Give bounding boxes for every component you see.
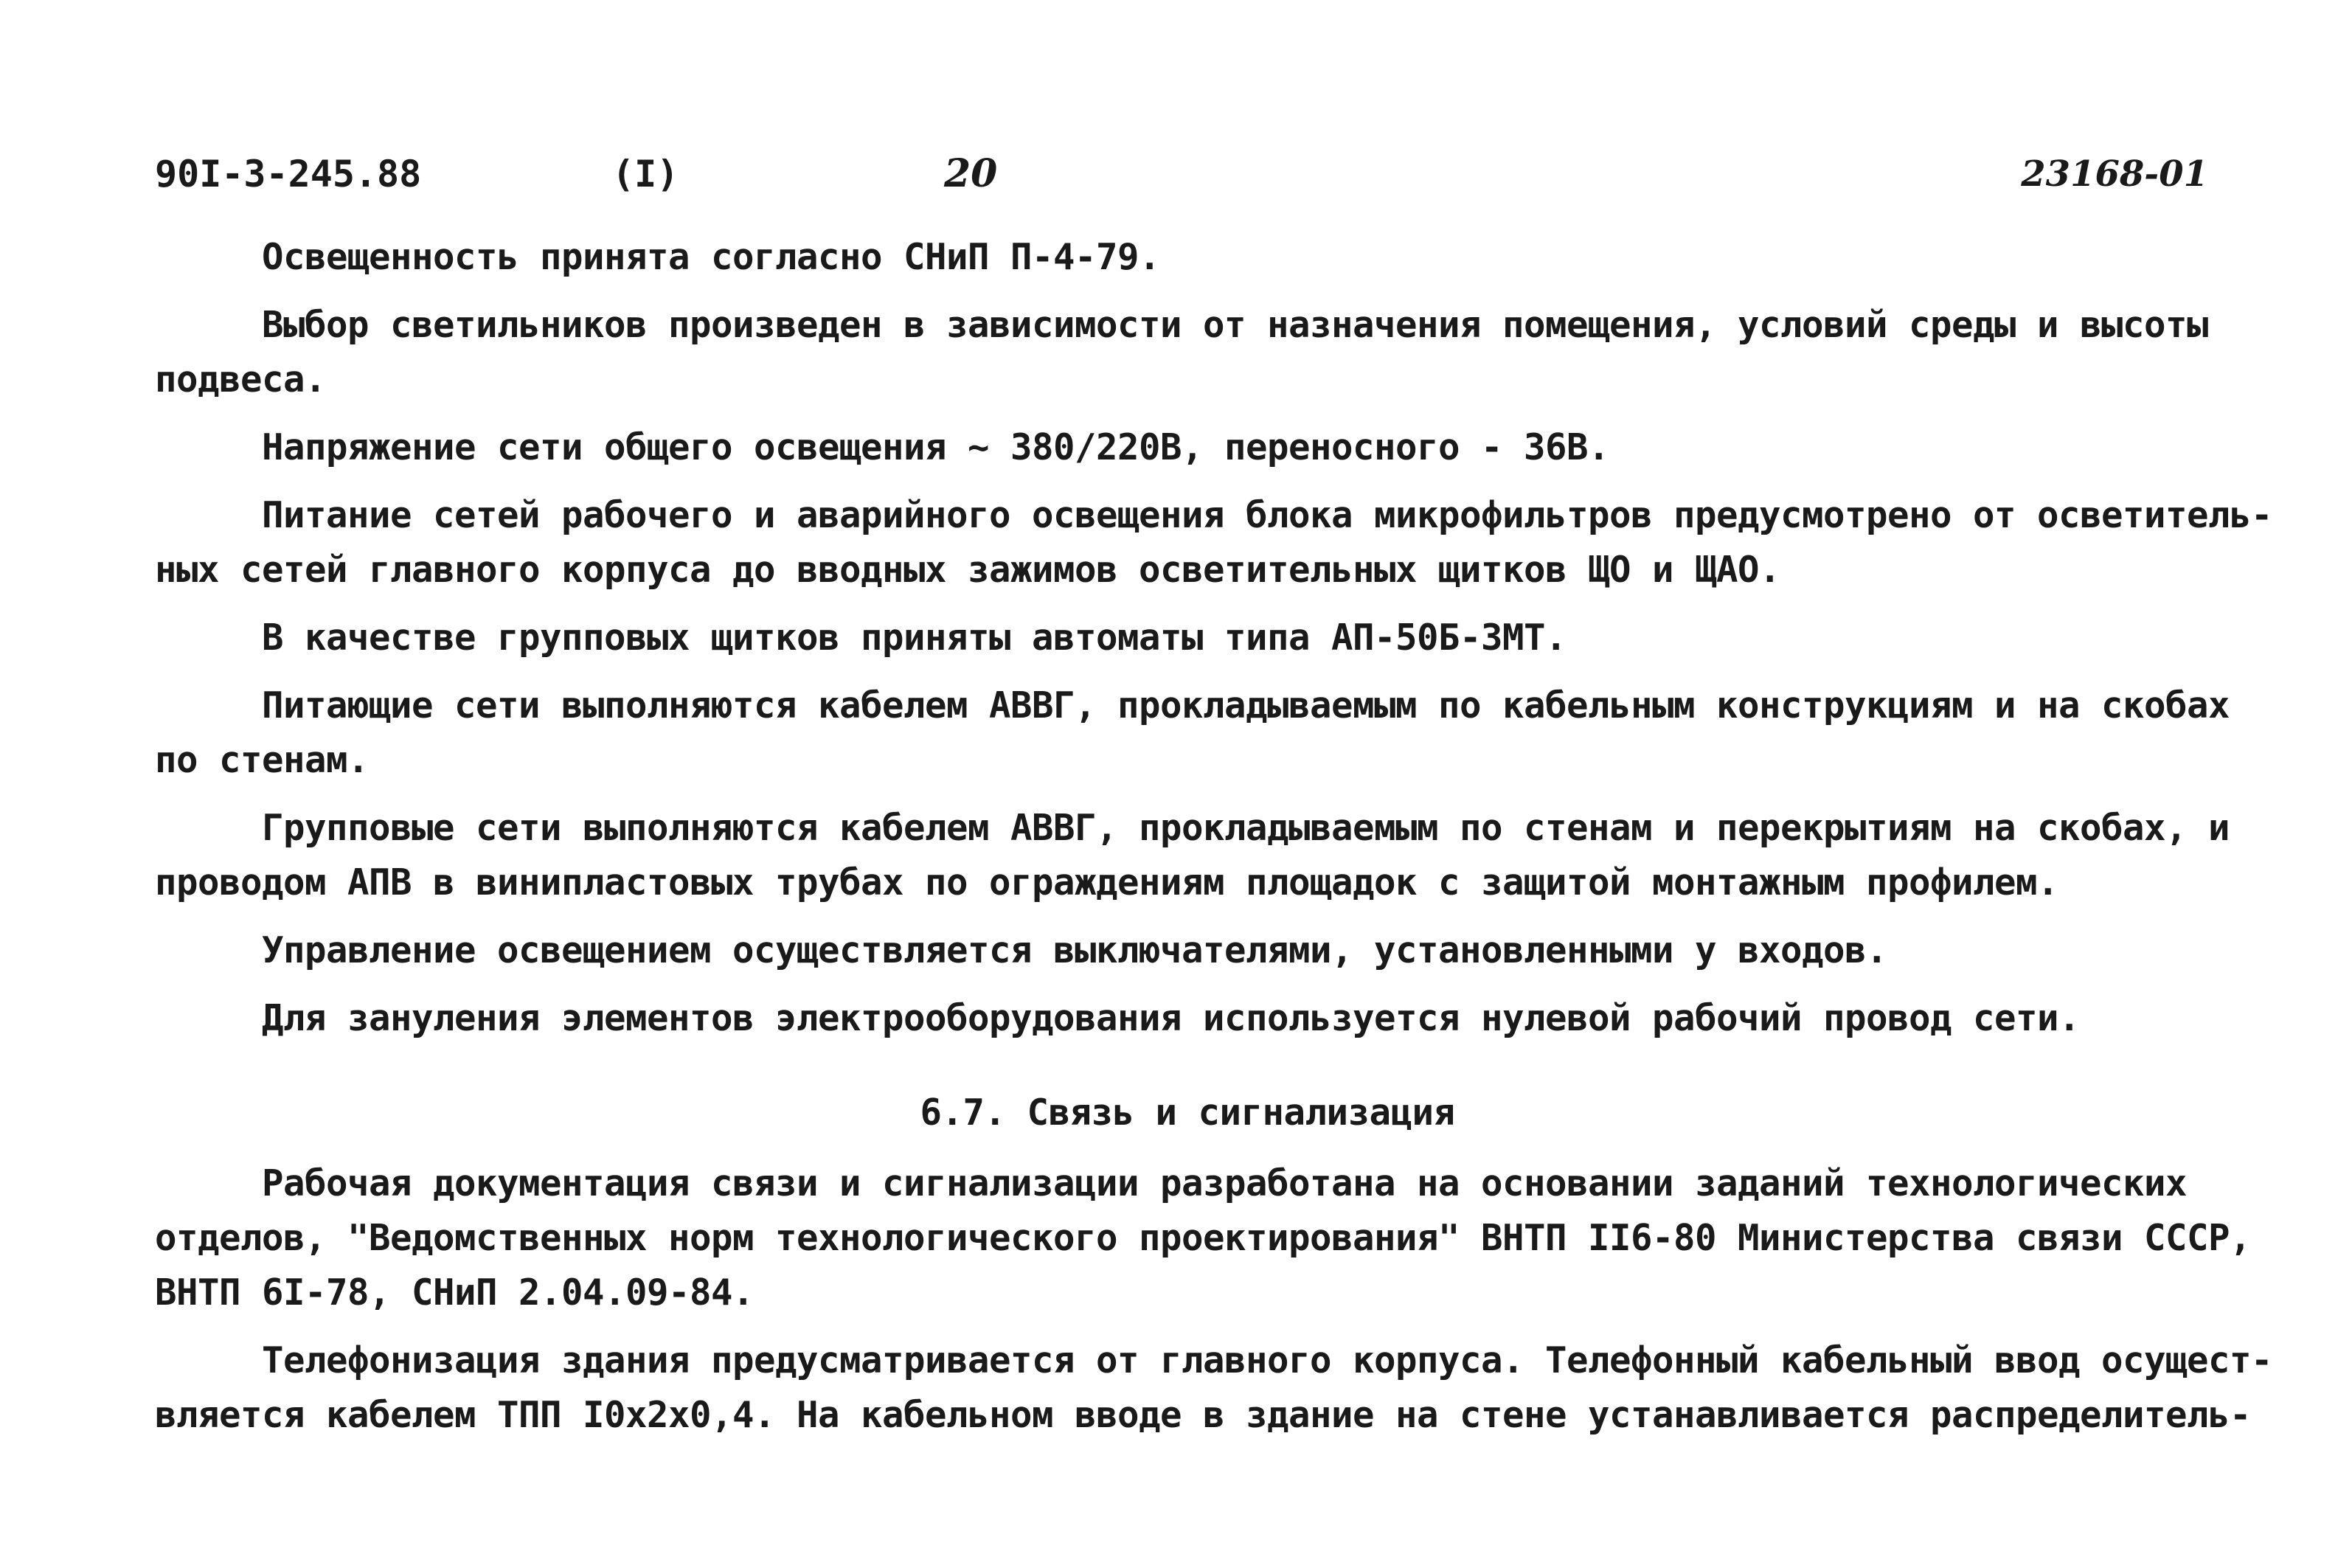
- paragraph-luminaires: [155, 298, 2209, 407]
- paragraph-line: Питание сетей рабочего и аварийного освещения блока микрофильтров предусмотрено от осветитель-: [262, 494, 2273, 536]
- paragraph-line: проводом АПВ в винипластовых трубах по ограждениям площадок с защитой монтажным профилем.: [155, 861, 2059, 903]
- paragraph-line: подвеса.: [155, 358, 327, 400]
- paragraph-line: по стенам.: [155, 739, 370, 781]
- paragraph-line: Телефонизация здания предусматривается от главного корпуса. Телефонный кабельный ввод осущест-: [262, 1339, 2273, 1381]
- handwritten-doc-number: 23168-01: [2021, 153, 2208, 195]
- paragraph-line: В качестве групповых щитков приняты автоматы типа АП-50Б-3МТ.: [262, 617, 1567, 659]
- paragraph-voltage: [155, 420, 2190, 475]
- paragraph-line: Освещенность принята согласно СНиП П-4-79.: [262, 236, 1161, 278]
- paragraph-grounding: [155, 991, 2190, 1046]
- paragraph-power-supply: [155, 488, 2273, 597]
- paragraph-telephony: [155, 1333, 2273, 1443]
- paragraph-line: Рабочая документация связи и сигнализации разработана на основании заданий технологических: [262, 1162, 2188, 1204]
- paragraph-feeder-networks: [155, 679, 2230, 788]
- page-number: 20: [944, 151, 998, 196]
- paragraph-communication-docs: [155, 1156, 2252, 1320]
- paragraph-line: отделов, "Ведомственных норм технологического проектирования" ВНТП II6-80 Министерства связи СССР,: [155, 1217, 2252, 1259]
- paragraph-lighting-control: [155, 923, 2190, 978]
- paragraph-illuminance: [155, 230, 2190, 285]
- document-code: 90I-3-245.88: [155, 153, 422, 195]
- paragraph-line: Напряжение сети общего освещения ~ 380/220В, переносного - 36В.: [262, 426, 1610, 468]
- paragraph-line: Питающие сети выполняются кабелем АВВГ, прокладываемым по кабельным конструкциям и на скобах: [262, 684, 2230, 726]
- paragraph-group-networks: [155, 801, 2230, 910]
- paragraph-line: Для зануления элементов электрооборудования используется нулевой рабочий провод сети.: [262, 997, 2081, 1039]
- paragraph-line: вляется кабелем ТПП I0х2х0,4. На кабельном вводе в здание на стене устанавливается распределитель-: [155, 1394, 2252, 1436]
- paragraph-line: Управление освещением осуществляется выключателями, установленными у входов.: [262, 929, 1888, 971]
- document-body: [155, 230, 2273, 1456]
- paragraph-line: Выбор светильников произведен в зависимости от назначения помещения, условий среды и высоты: [262, 304, 2209, 346]
- part-number: (I): [612, 153, 679, 195]
- paragraph-group-panels: [155, 611, 2190, 665]
- paragraph-line: ВНТП 6I-78, СНиП 2.04.09-84.: [155, 1272, 754, 1314]
- section-heading: 6.7. Связь и сигнализация: [920, 1092, 1455, 1134]
- page-header: [0, 145, 2352, 204]
- paragraph-line: ных сетей главного корпуса до вводных зажимов осветительных щитков ЩО и ЩАО.: [155, 549, 1781, 591]
- paragraph-line: Групповые сети выполняются кабелем АВВГ, прокладываемым по стенам и перекрытиям на скобах, и: [262, 807, 2230, 849]
